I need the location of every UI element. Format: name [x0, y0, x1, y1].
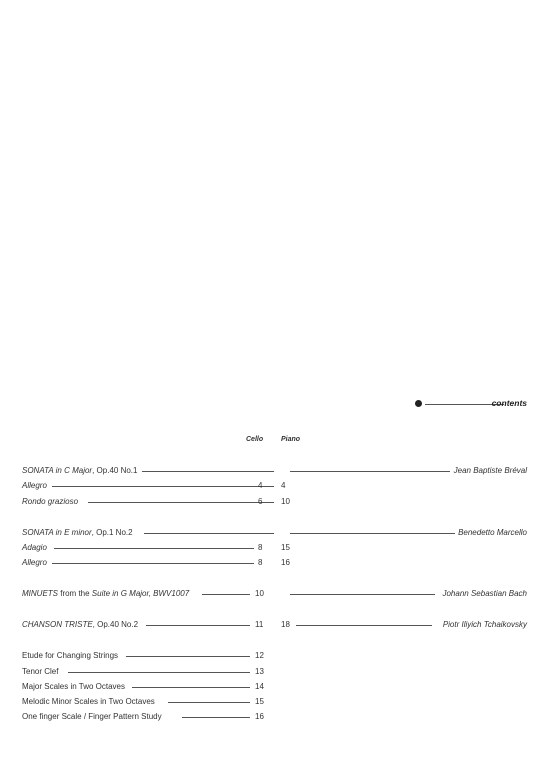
entry-title: One finger Scale / Finger Pattern Study — [22, 712, 165, 721]
cello-page-number: 12 — [255, 651, 264, 660]
entry-title: Tenor Clef — [22, 667, 61, 676]
leader-line — [54, 548, 254, 549]
cello-page-number: 14 — [255, 682, 264, 691]
toc-entry-etude — [22, 651, 527, 663]
entry-title: MINUETS from the Suite in G Major, BWV1007 — [22, 589, 192, 598]
piano-page-number: 10 — [281, 497, 290, 506]
piano-page-number: 16 — [281, 558, 290, 567]
piano-column-heading: Piano — [281, 436, 301, 443]
leader-line — [144, 533, 274, 534]
entry-composer: Piotr Iliyich Tchaikovsky — [440, 620, 527, 629]
toc-entry-marcello-sonata — [22, 528, 527, 540]
entry-composer: Benedetto Marcello — [455, 528, 527, 537]
leader-line — [142, 471, 274, 472]
leader-line — [182, 717, 250, 718]
piano-page-number: 4 — [281, 481, 286, 490]
leader-line — [146, 625, 250, 626]
composer-leader-line — [290, 471, 450, 472]
cello-page-number: 4 — [258, 481, 263, 490]
piano-page-number: 15 — [281, 543, 290, 552]
entry-title: Adagio — [22, 543, 50, 552]
entry-title: Rondo grazioso — [22, 497, 81, 506]
composer-leader-line — [290, 533, 455, 534]
entry-title: Melodic Minor Scales in Two Octaves — [22, 697, 158, 706]
leader-line — [126, 656, 250, 657]
composer-leader-line — [290, 594, 435, 595]
leader-line — [132, 687, 250, 688]
leader-line — [52, 486, 274, 487]
entry-composer: Johann Sebastian Bach — [439, 589, 527, 598]
cello-page-number: 11 — [255, 620, 264, 629]
toc-entry-minuets — [22, 589, 527, 601]
toc-entry-allegro-2 — [22, 558, 527, 570]
cello-page-number: 16 — [255, 712, 264, 721]
leader-line — [88, 502, 274, 503]
cello-page-number: 8 — [258, 558, 263, 567]
cello-page-number: 13 — [255, 667, 264, 676]
entry-composer: Jean Baptiste Bréval — [451, 466, 527, 475]
cello-page-number: 6 — [258, 497, 263, 506]
toc-entry-allegro — [22, 481, 527, 493]
entry-title: Allegro — [22, 481, 50, 490]
toc-entry-chanson-triste — [22, 620, 527, 632]
toc-entry-tenor-clef — [22, 667, 527, 679]
piano-page-number: 18 — [281, 620, 290, 629]
leader-line — [52, 563, 254, 564]
toc-entry-one-finger-scale — [22, 712, 527, 724]
contents-header — [415, 398, 527, 412]
toc-entry-breval-sonata — [22, 466, 527, 478]
leader-line — [168, 702, 250, 703]
cello-page-number: 8 — [258, 543, 263, 552]
bullet-icon — [415, 400, 422, 407]
toc-entry-adagio — [22, 543, 527, 555]
entry-title: Major Scales in Two Octaves — [22, 682, 128, 691]
cello-page-number: 10 — [255, 589, 264, 598]
toc-entry-rondo-grazioso — [22, 497, 527, 509]
toc-entry-melodic-minor-scales — [22, 697, 527, 709]
entry-title: Etude for Changing Strings — [22, 651, 121, 660]
contents-title: contents — [491, 398, 527, 408]
leader-line — [68, 672, 250, 673]
entry-title: CHANSON TRISTE, Op.40 No.2 — [22, 620, 141, 629]
cello-page-number: 15 — [255, 697, 264, 706]
entry-title: SONATA in E minor, Op.1 No.2 — [22, 528, 136, 537]
entry-title: SONATA in C Major, Op.40 No.1 — [22, 466, 140, 475]
leader-line — [202, 594, 250, 595]
cello-column-heading: Cello — [246, 436, 264, 443]
composer-leader-line — [296, 625, 432, 626]
entry-title: Allegro — [22, 558, 50, 567]
toc-entry-major-scales — [22, 682, 527, 694]
